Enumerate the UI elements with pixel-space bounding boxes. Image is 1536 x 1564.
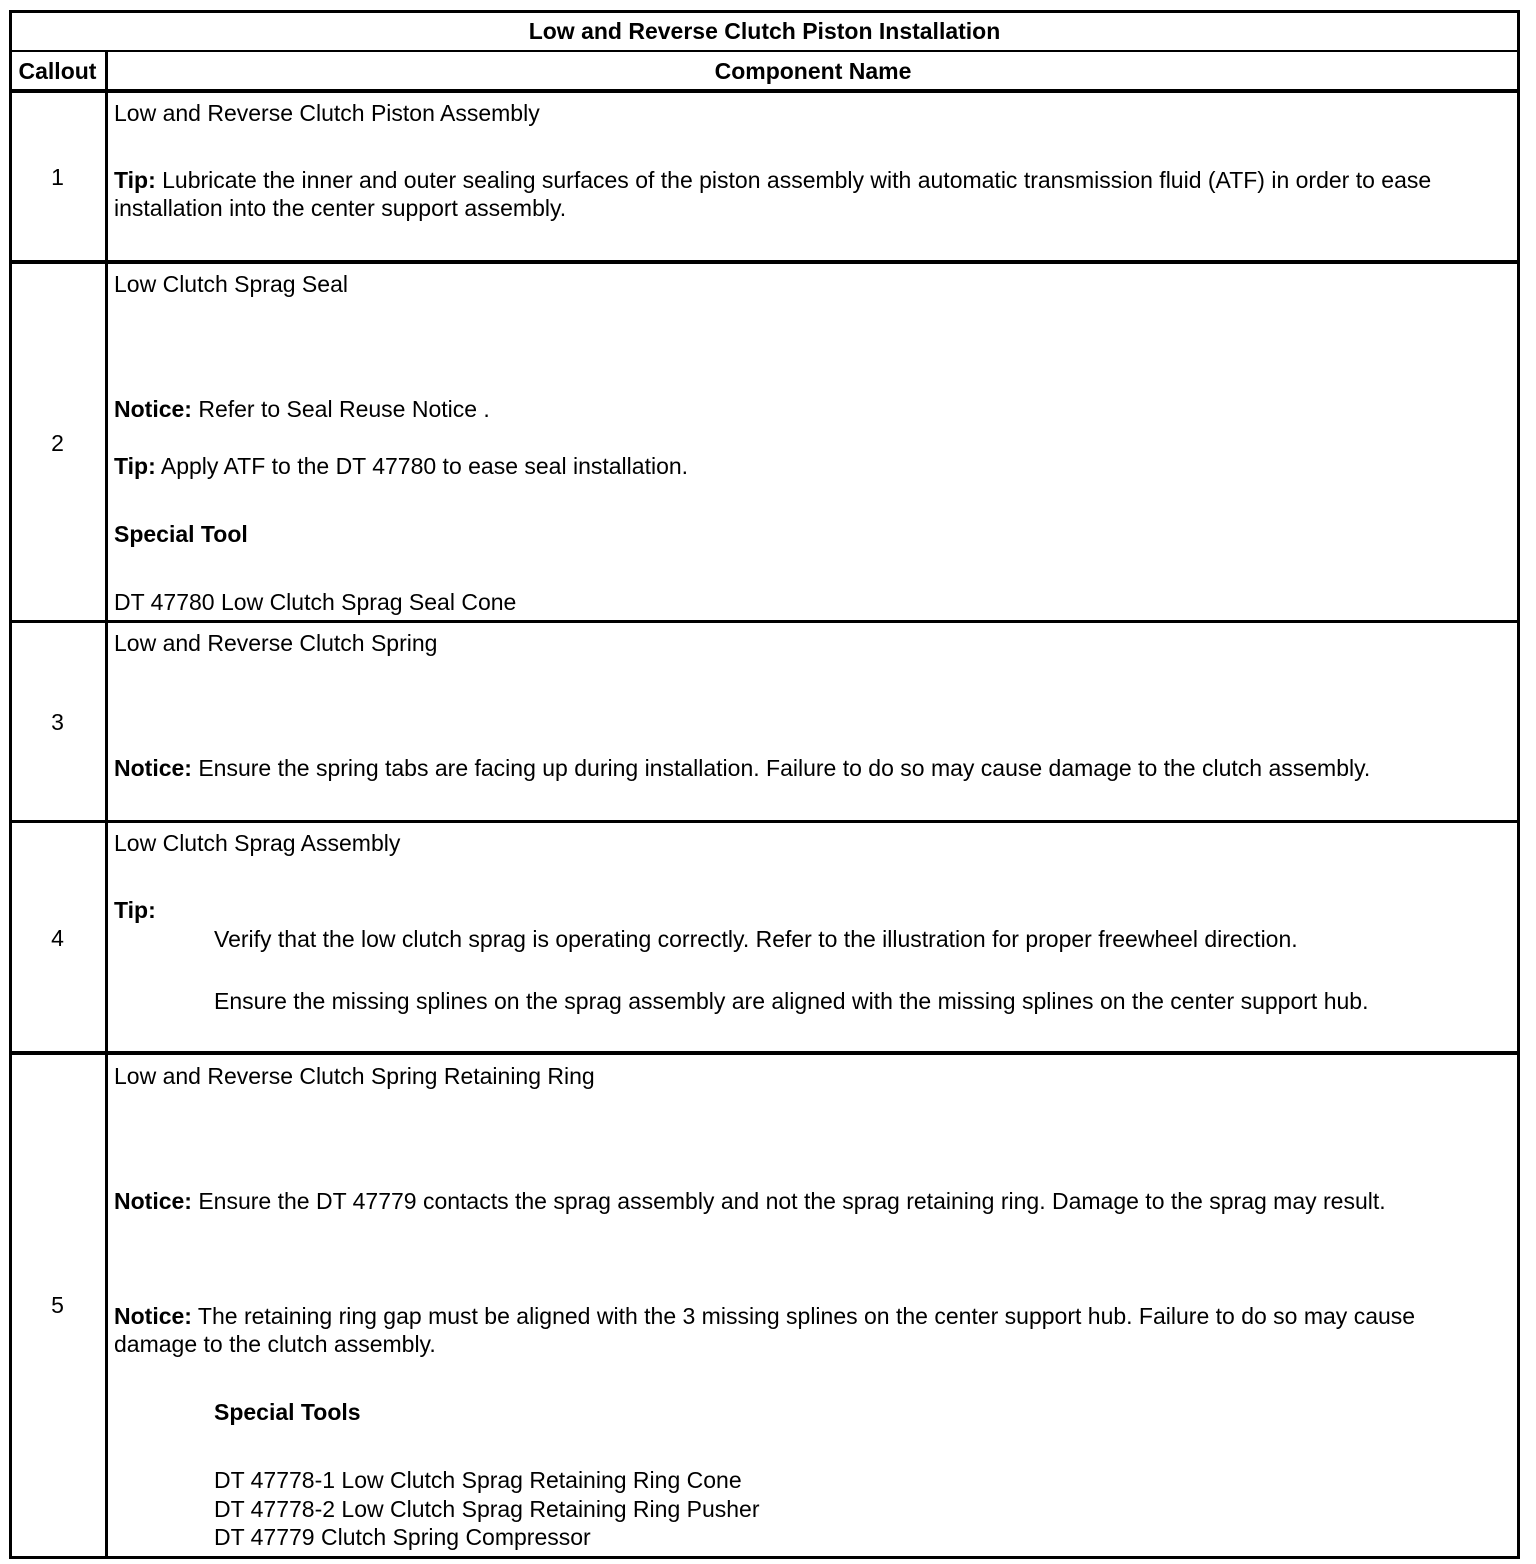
- tip-label: Tip:: [114, 897, 156, 923]
- component-name: Low Clutch Sprag Seal: [114, 271, 348, 297]
- component-name: Low and Reverse Clutch Spring: [114, 630, 438, 656]
- notice-label: Notice:: [114, 1188, 192, 1214]
- notice-label: Notice:: [114, 755, 192, 781]
- notice-label: Notice:: [114, 1303, 192, 1329]
- tip-text: Lubricate the inner and outer sealing surfaces of the piston assembly with automatic transmission fluid (ATF) in order to ease installation into the center support assembly.: [114, 167, 1432, 221]
- callout-number: 3: [51, 709, 64, 735]
- component-name: Low Clutch Sprag Assembly: [114, 830, 401, 856]
- component-name: Low and Reverse Clutch Piston Assembly: [114, 100, 540, 126]
- tip-label: Tip:: [114, 167, 156, 193]
- special-tool-item: DT 47780 Low Clutch Sprag Seal Cone: [114, 589, 517, 615]
- notice-text: The retaining ring gap must be aligned with the 3 missing splines on the center support hub. Failure to do so may cause damage to the clutch assembly.: [114, 1303, 1416, 1357]
- tip-item: Ensure the missing splines on the sprag assembly are aligned with the missing splines on the center support hub.: [214, 988, 1369, 1014]
- notice-block: [114, 395, 490, 423]
- header-component-name: Component Name: [714, 58, 912, 84]
- notice-text: Refer to Seal Reuse Notice .: [191, 396, 490, 422]
- row-divider-2: [9, 620, 1520, 623]
- notice-block: [114, 1187, 1386, 1215]
- notice-label: Notice:: [114, 396, 192, 422]
- special-tool-item: DT 47779 Clutch Spring Compressor: [214, 1524, 591, 1550]
- callout-number: 2: [51, 430, 64, 456]
- row-divider-1: [9, 260, 1520, 264]
- special-tool-item: DT 47778-2 Low Clutch Sprag Retaining Ring Pusher: [214, 1496, 760, 1522]
- callout-number: 5: [51, 1292, 64, 1318]
- tip-block: [114, 166, 1504, 222]
- tip-block: [114, 452, 688, 480]
- column-divider: [105, 51, 108, 1557]
- tip-text: Apply ATF to the DT 47780 to ease seal installation.: [155, 453, 689, 479]
- tip-item: Verify that the low clutch sprag is operating correctly. Refer to the illustration for proper freewheel direction.: [214, 926, 1298, 952]
- notice-block: [114, 754, 1370, 782]
- table-title: Low and Reverse Clutch Piston Installation: [528, 18, 1001, 44]
- row-divider-4: [9, 1051, 1520, 1055]
- special-tool-item: DT 47778-1 Low Clutch Sprag Retaining Ring Cone: [214, 1467, 742, 1493]
- notice-block: [114, 1302, 1504, 1358]
- notice-text: Ensure the DT 47779 contacts the sprag assembly and not the sprag retaining ring. Damage to the sprag may result.: [191, 1188, 1386, 1214]
- component-name: Low and Reverse Clutch Spring Retaining Ring: [114, 1063, 595, 1089]
- special-tools-heading: Special Tools: [214, 1399, 361, 1425]
- callout-number: 1: [51, 164, 64, 190]
- header-callout: Callout: [18, 58, 97, 84]
- special-tool-heading: Special Tool: [114, 521, 248, 547]
- row-divider-3: [9, 820, 1520, 823]
- tip-label: Tip:: [114, 453, 156, 479]
- callout-number: 4: [51, 925, 64, 951]
- notice-text: Ensure the spring tabs are facing up during installation. Failure to do so may cause damage to the clutch assembly.: [191, 755, 1371, 781]
